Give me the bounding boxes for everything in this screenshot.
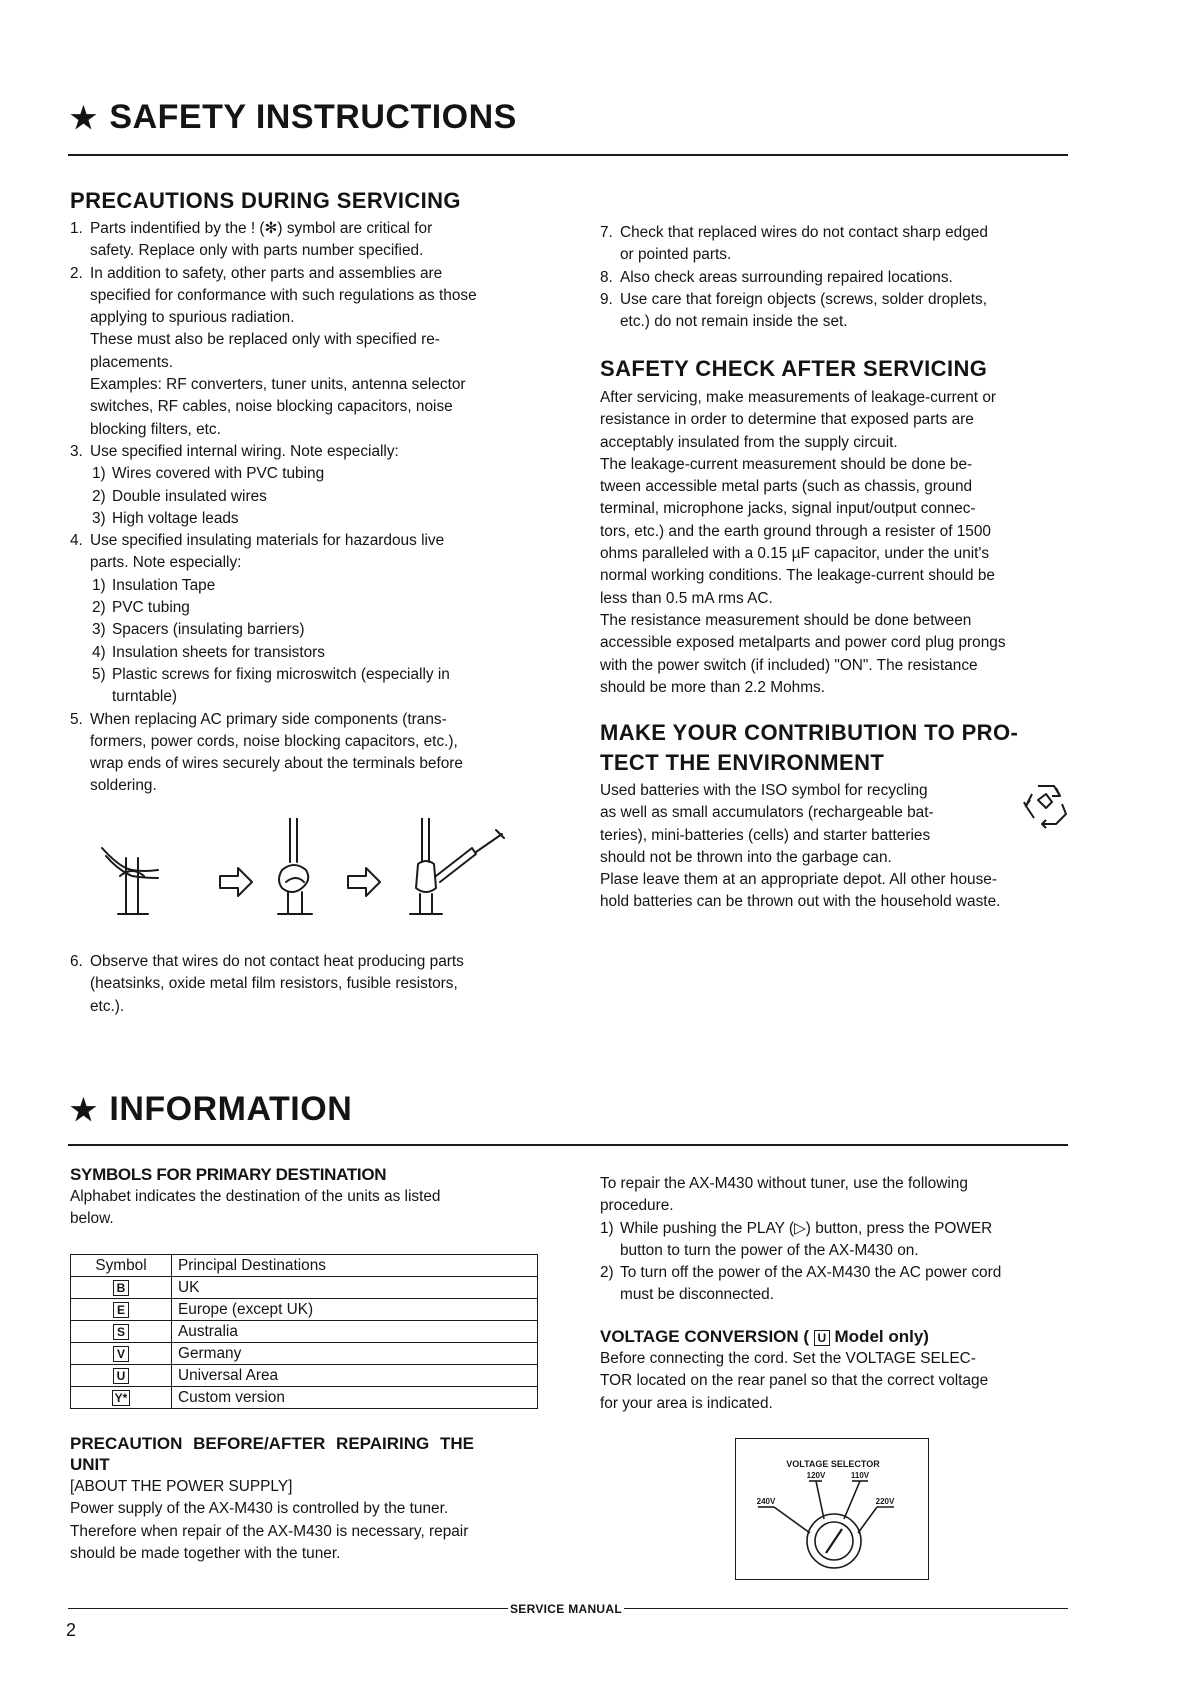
sub-item-line [92,664,540,686]
list-item [70,709,540,798]
text-line: Used batteries with the ISO symbol for recycling [600,782,928,799]
item-number: 3. [70,442,83,460]
table-row [71,1365,538,1387]
table-row [71,1387,538,1409]
sub-item-line [92,642,540,664]
voltage-selector-diagram [735,1438,929,1580]
item-continuation: etc.) do not remain inside the set. [620,313,848,331]
table-header-row [71,1255,538,1277]
sub-item-line [92,575,540,597]
precautions-section [70,186,540,798]
precaution-item-6 [70,951,540,1018]
sub-item-text: High voltage leads [112,509,239,527]
environment-heading-line-2: TECT THE ENVIRONMENT [600,750,885,775]
environment-section [600,718,1070,914]
item-text: Also check areas surrounding repaired locations. [620,268,953,286]
repair-section [70,1433,545,1565]
item-continuation: placements. [90,353,173,371]
voltage-120: 120V [807,1471,826,1481]
text-line: normal working conditions. The leakage-current should be [600,567,995,585]
voltage-heading-pre: VOLTAGE CONVERSION ( [600,1327,810,1346]
footer-label-wrap [508,1600,624,1618]
text-line: accessible exposed metalparts and power cord plug prongs [600,634,1006,652]
item-number: 7. [600,224,613,241]
list-item [70,218,540,263]
item-continuation: specified for conformance with such regulations as those [90,286,477,304]
list-item-line [70,530,540,552]
safety-title [70,98,517,137]
table-row [71,1299,538,1321]
item-number: 2. [70,264,83,282]
item-continuation: Examples: RF converters, tuner units, antenna selector [90,376,466,394]
list-item [70,530,540,708]
sub-item-number: 1) [92,465,106,483]
item-continuation: parts. Note especially: [90,554,242,572]
step-continuation: must be disconnected. [620,1286,774,1304]
information-title-text: INFORMATION [109,1090,353,1128]
repair-heading-line-2: UNIT [70,1455,110,1474]
procedure-intro [600,1173,1072,1218]
item-text: Use care that foreign objects (screws, solder droplets, [620,290,987,308]
precautions-list [70,218,540,798]
list-item [70,441,540,530]
repair-heading [70,1433,545,1475]
information-title-rule [68,1144,1068,1146]
list-item-line [600,289,1068,311]
destination-cell: Australia [172,1321,538,1343]
destination-table-body [71,1277,538,1409]
sub-item-line [92,486,540,508]
environment-heading-line-1: MAKE YOUR CONTRIBUTION TO PRO- [600,720,1019,745]
text-line: Power supply of the AX-M430 is controlled by the tuner. [70,1500,449,1518]
item-number: 5. [70,710,83,728]
star-icon: ★ [70,102,98,135]
procedure-intro-line-2: procedure. [600,1197,674,1215]
repair-heading-line-1: PRECAUTION BEFORE/AFTER REPAIRING THE [70,1434,474,1453]
sub-item-line [92,597,540,619]
table-row [71,1277,538,1299]
step-text: To turn off the power of the AX-M430 the AC power cord [620,1264,1002,1282]
recycle-icon [1022,780,1070,830]
text-line: The resistance measurement should be done between [600,611,972,629]
sub-item-text: Insulation Tape [112,576,216,594]
text-line: ohms paralleled with a 0.15 µF capacitor, under the unit's [600,545,990,563]
safety-check-body [600,387,1068,699]
item-continuation: (heatsinks, oxide metal film resistors, fusible resistors, [90,975,458,993]
procedure-step-line [600,1218,1072,1240]
symbol-box: Y* [112,1390,131,1406]
destination-table [70,1254,538,1409]
item-continuation: safety. Replace only with parts number specified. [90,242,424,260]
list-item [600,222,1068,267]
sub-item [70,508,540,530]
sub-item-number: 2) [92,487,106,505]
footer-label: SERVICE MANUAL [510,1602,622,1616]
symbol-box: V [113,1346,129,1362]
table-row [71,1321,538,1343]
safety-title-rule [68,154,1068,156]
symbol-cell [71,1321,172,1343]
step-number: 2) [600,1264,614,1282]
symbols-intro-line-2: below. [70,1210,114,1228]
sub-item-text: Insulation sheets for transistors [112,643,326,661]
list-item-line [70,951,540,973]
step-continuation: button to turn the power of the AX-M430 on. [620,1241,919,1259]
step-text: While pushing the PLAY (▷) button, press the POWER [620,1219,993,1237]
terminal-step1 [102,848,158,914]
item-text: Use specified insulating materials for hazardous live [90,532,445,550]
sub-item [70,619,540,641]
precautions-heading: PRECAUTIONS DURING SERVICING [70,188,461,213]
star-icon: ★ [70,1094,98,1127]
item-continuation: etc.). [90,997,125,1015]
safety-check-heading: SAFETY CHECK AFTER SERVICING [600,356,988,381]
text-line: for your area is indicated. [600,1394,773,1412]
item-text: Observe that wires do not contact heat producing parts [90,953,464,970]
repair-body [70,1498,545,1565]
sub-item [70,664,540,709]
symbol-cell [71,1343,172,1365]
sub-item-number: 2) [92,599,106,617]
sub-item-text: Double insulated wires [112,487,267,505]
list-item [600,267,1068,289]
item-number: 9. [600,290,613,308]
text-line: TOR located on the rear panel so that the correct voltage [600,1372,989,1390]
symbols-heading: SYMBOLS FOR PRIMARY DESTINATION [70,1165,387,1184]
sub-item-number: 5) [92,665,106,683]
item-text: When replacing AC primary side components (trans- [90,710,447,728]
text-line: acceptably insulated from the supply circuit. [600,433,898,451]
item-text: Use specified internal wiring. Note especially: [90,442,399,460]
wire-wrap-illustration [92,818,552,928]
text-line: tween accessible metal parts (such as chassis, ground [600,478,973,496]
sub-item-text: PVC tubing [112,599,190,617]
text-line: After servicing, make measurements of leakage-current or [600,389,997,406]
precautions-list-right [600,222,1068,333]
list-item [70,951,540,1018]
symbol-cell [71,1387,172,1409]
destination-cell: Custom version [172,1387,538,1409]
environment-body [600,780,1070,914]
sub-item-text: Spacers (insulating barriers) [112,621,305,639]
safety-check-section [600,354,1068,699]
text-line: The leakage-current measurement should be done be- [600,455,973,473]
sub-item [70,463,540,485]
sub-item-number: 3) [92,509,106,527]
terminal-step3 [410,818,504,914]
text-line: less than 0.5 mA rms AC. [600,589,773,607]
information-title [70,1090,352,1129]
list-item-line [600,222,1068,244]
text-line: Before connecting the cord. Set the VOLTAGE SELEC- [600,1350,976,1367]
procedure-step [600,1218,1072,1263]
repair-subheading: [ABOUT THE POWER SUPPLY] [70,1478,293,1495]
item-continuation: or pointed parts. [620,246,732,264]
symbol-box: B [113,1280,129,1296]
sub-item-number: 1) [92,576,106,594]
sub-item [70,486,540,508]
terminal-step2 [278,818,312,914]
sub-item [70,642,540,664]
procedure-step-line [600,1262,1072,1284]
sub-item-line [92,463,540,485]
item-number: 6. [70,953,83,970]
item-continuation: These must also be replaced only with specified re- [90,331,440,349]
voltage-110: 110V [851,1471,870,1481]
page-number: 2 [66,1620,77,1640]
item-number: 8. [600,268,613,286]
destination-cell: Universal Area [172,1365,538,1387]
destination-cell: Europe (except UK) [172,1299,538,1321]
symbol-box: E [113,1302,129,1318]
list-item [70,263,540,441]
voltage-model-box: U [814,1330,830,1346]
sub-item-number: 3) [92,621,106,639]
item-continuation: soldering. [90,777,157,795]
sub-item-text: Wires covered with PVC tubing [112,465,325,483]
symbol-cell [71,1277,172,1299]
symbols-intro-line-1: Alphabet indicates the destination of the units as listed [70,1188,441,1205]
step-number: 1) [600,1219,614,1237]
environment-heading [600,718,1070,778]
item-continuation: blocking filters, etc. [90,420,221,438]
list-item-line [70,709,540,731]
text-line: terminal, microphone jacks, signal input/output connec- [600,500,976,518]
voltage-heading-post: Model only) [834,1327,929,1346]
item-text: Check that replaced wires do not contact sharp edged [620,224,988,241]
item-continuation: formers, power cords, noise blocking capacitors, etc.), [90,732,458,750]
symbols-intro [70,1186,550,1231]
voltage-body [600,1348,1072,1415]
text-line: tors, etc.) and the earth ground through a resister of 1500 [600,522,991,540]
table-header-symbol: Symbol [71,1255,172,1277]
text-line: should be more than 2.2 Mohms. [600,678,825,696]
procedure-step [600,1262,1072,1307]
table-header-destinations: Principal Destinations [172,1255,538,1277]
item-text: Parts indentified by the ! (✻) symbol are critical for [90,220,433,237]
destination-cell: UK [172,1277,538,1299]
sub-item-line [92,619,540,641]
symbol-cell [71,1365,172,1387]
voltage-240: 240V [757,1497,776,1507]
sub-item-number: 4) [92,643,106,661]
list-item-line [70,441,540,463]
voltage-220: 220V [876,1497,895,1507]
list-item-line [70,218,540,240]
item-number: 1. [70,220,83,237]
text-line: as well as small accumulators (rechargeable bat- [600,804,934,822]
safety-title-text: SAFETY INSTRUCTIONS [109,98,517,136]
item-continuation: switches, RF cables, noise blocking capacitors, noise [90,398,453,416]
item-number: 4. [70,532,83,550]
text-line: should not be thrown into the garbage can. [600,848,892,866]
voltage-heading [600,1326,1072,1348]
text-line: hold batteries can be thrown out with the household waste. [600,893,1001,911]
text-line: Therefore when repair of the AX-M430 is necessary, repair [70,1522,469,1540]
text-line: teries), mini-batteries (cells) and starter batteries [600,826,931,844]
destination-cell: Germany [172,1343,538,1365]
item-continuation: applying to spurious radiation. [90,309,295,327]
text-line: resistance in order to determine that exposed parts are [600,411,974,429]
symbol-box: U [113,1368,129,1384]
list-item-line [600,267,1068,289]
sub-item [70,597,540,619]
sub-item-continuation: turntable) [112,688,178,706]
voltage-selector-label: VOLTAGE SELECTOR [786,1459,881,1470]
text-line: Plase leave them at an appropriate depot. All other house- [600,871,997,889]
text-line: should be made together with the tuner. [70,1544,341,1562]
procedure-intro-line-1: To repair the AX-M430 without tuner, use the following [600,1175,968,1192]
list-item [600,289,1068,334]
list-item-line [70,263,540,285]
arrow-right-icon [220,868,252,896]
text-line: with the power switch (if included) "ON". The resistance [600,656,978,674]
sub-item-line [92,508,540,530]
arrow-right-icon [348,868,380,896]
sub-item [70,575,540,597]
voltage-section [600,1326,1072,1415]
table-row [71,1343,538,1365]
symbols-section [70,1164,550,1231]
sub-item-text: Plastic screws for fixing microswitch (especially in [112,665,450,683]
symbol-box: S [113,1324,129,1340]
procedure-section [600,1173,1072,1307]
item-continuation: wrap ends of wires securely about the terminals before [90,755,463,773]
procedure-steps [600,1218,1072,1307]
item-text: In addition to safety, other parts and assemblies are [90,264,443,282]
symbol-cell [71,1299,172,1321]
